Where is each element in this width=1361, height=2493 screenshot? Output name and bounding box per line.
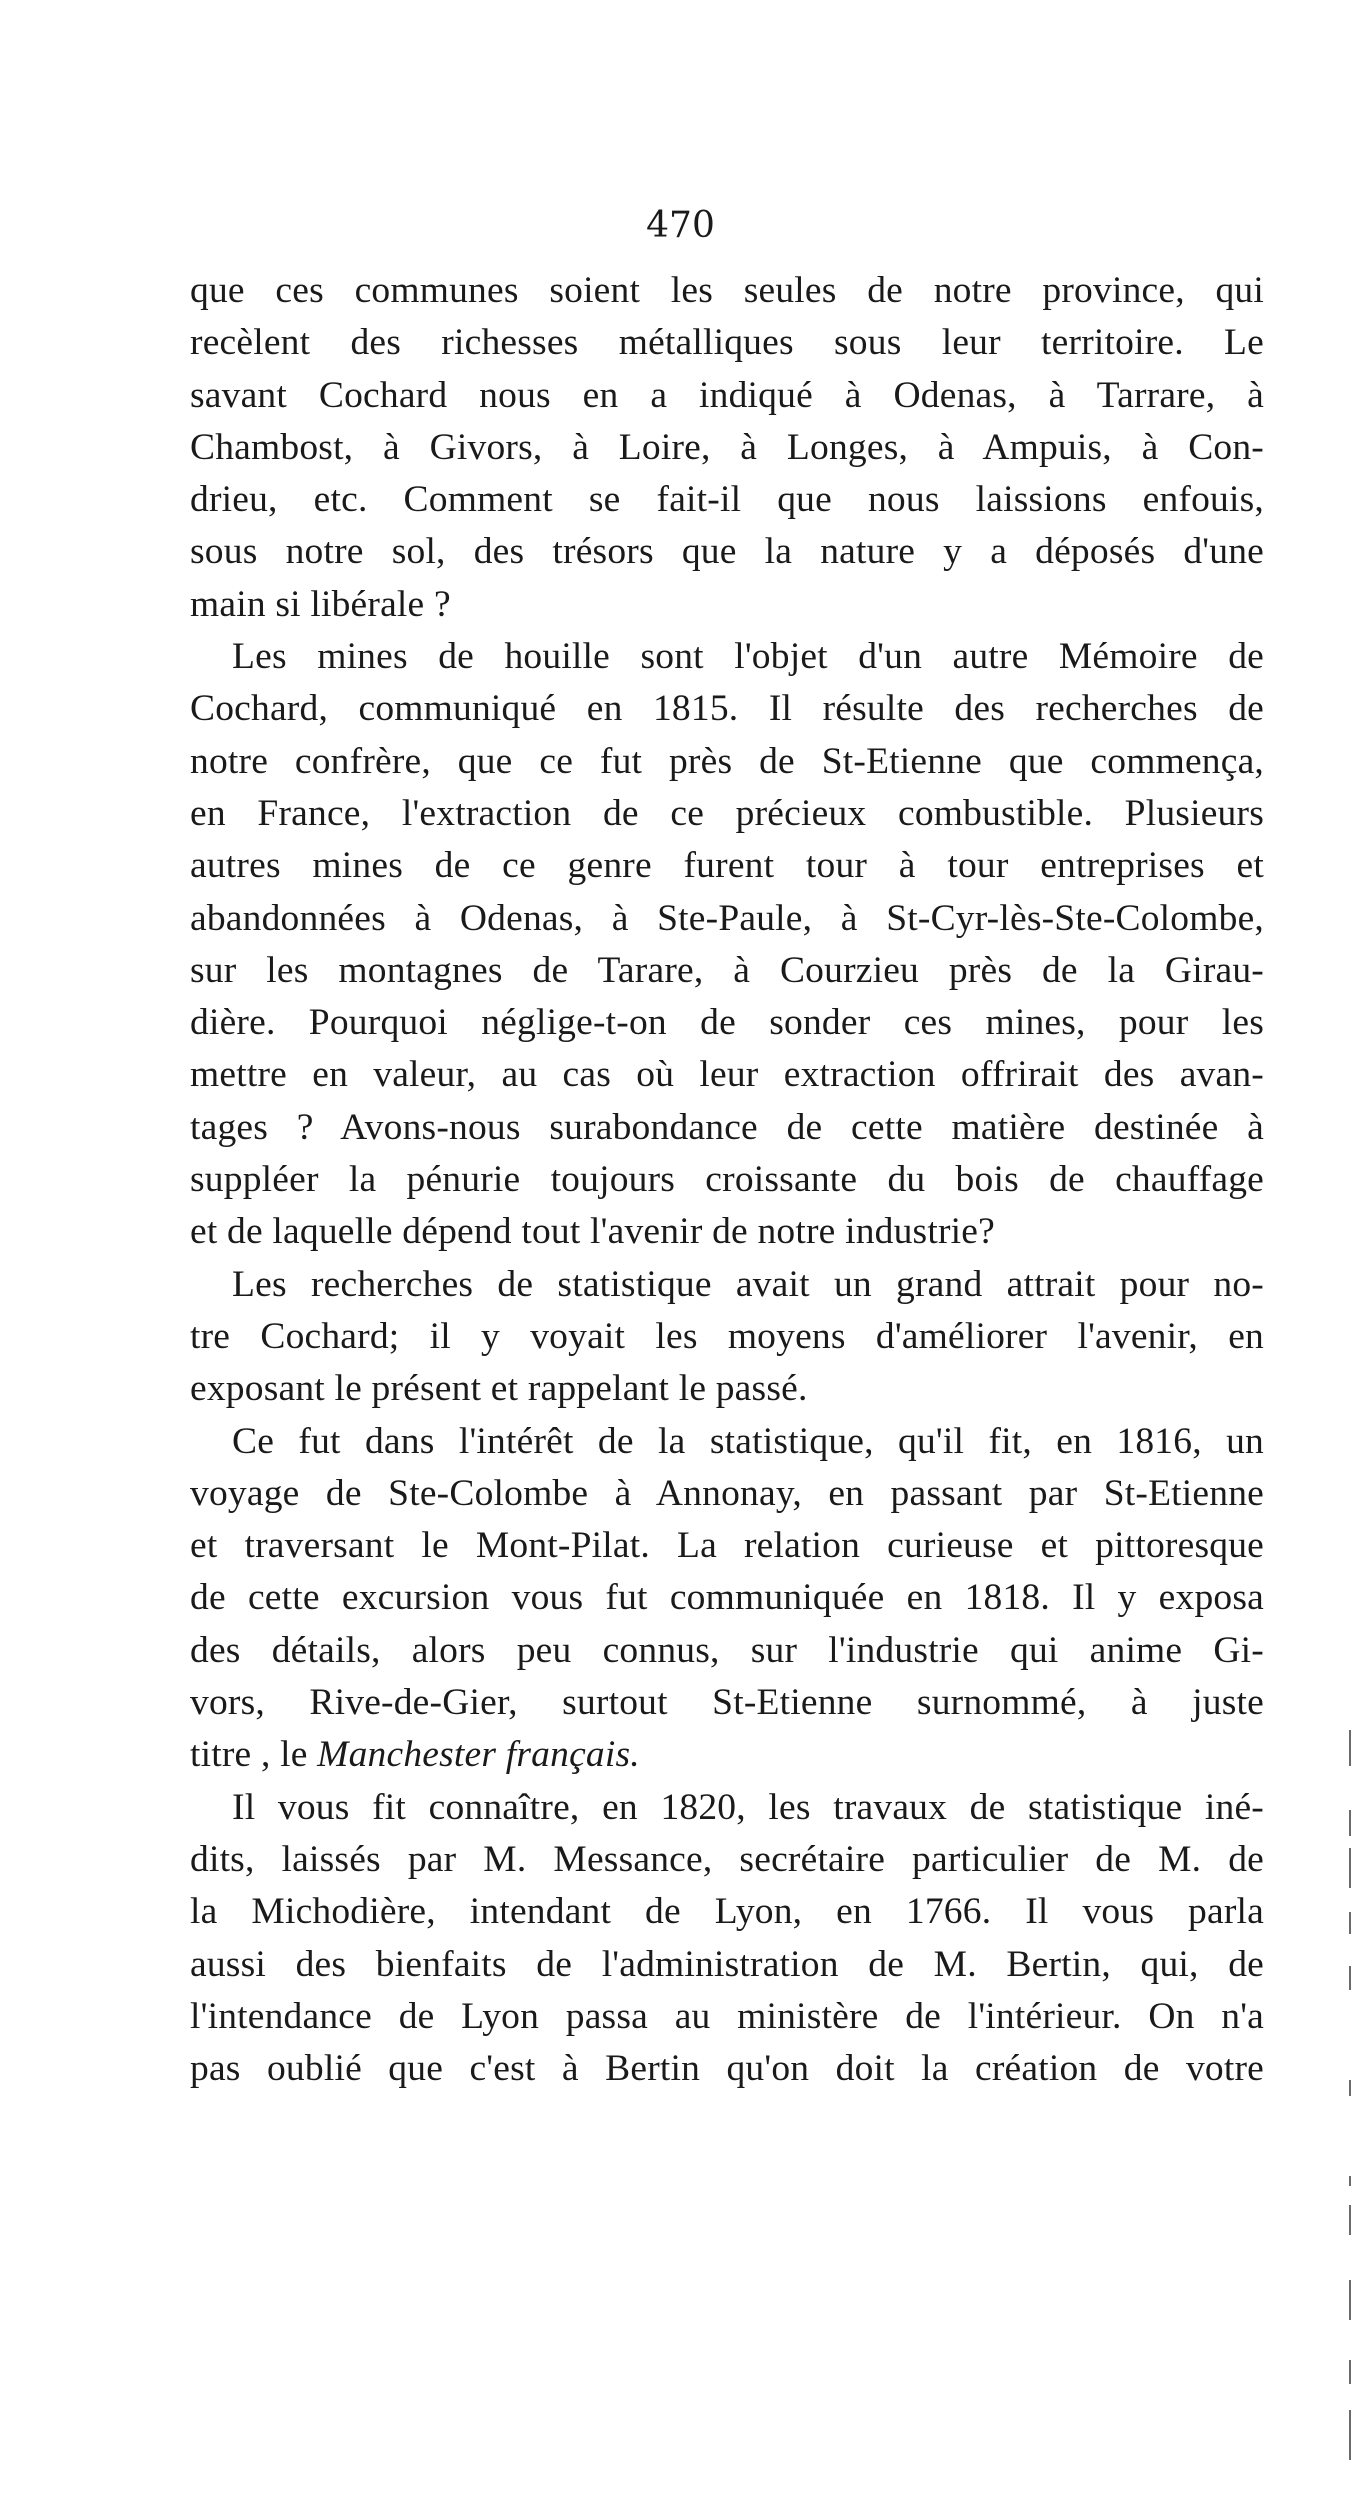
text-line: mettre en valeur, au cas où leur extraction offrirait des avan- [190,1054,1264,1096]
text-line: dière. Pourquoi néglige-t-on de sonder ces mines, pour les [190,1002,1264,1044]
text-line: en France, l'extraction de ce précieux combustible. Plusieurs [190,792,1264,834]
text-line: voyage de Ste-Colombe à Annonay, en passant par St-Etienne [190,1472,1264,1514]
text-line: et de laquelle dépend tout l'avenir de notre industrie? [190,1211,995,1253]
scan-margin-mark [1349,1848,1351,1888]
text-line: Les recherches de statistique avait un grand attrait pour no- [232,1263,1264,1305]
text-line: abandonnées à Odenas, à Ste-Paule, à St-Cyr-lès-Ste-Colombe, [190,897,1264,939]
text-line: sous notre sol, des trésors que la nature y a déposés d'une [190,531,1264,573]
text-line: des détails, alors peu connus, sur l'industrie qui anime Gi- [190,1629,1264,1671]
text-line: pas oublié que c'est à Bertin qu'on doit la création de votre [190,2048,1264,2090]
text-line: tages ? Avons-nous surabondance de cette matière destinée à [190,1106,1264,1148]
scan-margin-mark [1349,1912,1351,1934]
scan-margin-mark [1349,1810,1351,1836]
text-line: la Michodière, intendant de Lyon, en 1766. Il vous parla [190,1891,1264,1933]
text-line: drieu, etc. Comment se fait-il que nous laissions enfouis, [190,479,1264,521]
text-line: Ce fut dans l'intérêt de la statistique, qu'il fit, en 1816, un [232,1420,1264,1462]
text-line [190,1729,1264,1781]
text-line: suppléer la pénurie toujours croissante du bois de chauffage [190,1159,1264,1201]
text-line: de cette excursion vous fut communiquée en 1818. Il y exposa [190,1577,1264,1619]
text-line: main si libérale ? [190,583,451,625]
text-line: aussi des bienfaits de l'administration de M. Bertin, qui, de [190,1943,1264,1985]
scan-margin-mark [1349,2280,1351,2320]
text-fragment: titre , le [190,1734,308,1776]
text-line: exposant le présent et rappelant le passé. [190,1368,808,1410]
italic-title: Manchester français. [317,1734,640,1776]
scan-margin-mark [1349,2410,1351,2460]
text-line: sur les montagnes de Tarare, à Courzieu près de la Girau- [190,949,1264,991]
scan-margin-mark [1349,2176,1351,2186]
text-line: l'intendance de Lyon passa au ministère de l'intérieur. On n'a [190,1995,1264,2037]
scan-margin-mark [1349,1730,1351,1766]
text-line: notre confrère, que ce fut près de St-Etienne que commença, [190,740,1264,782]
text-line: recèlent des richesses métalliques sous leur territoire. Le [190,322,1264,364]
text-line: et traversant le Mont-Pilat. La relation curieuse et pittoresque [190,1525,1264,1567]
text-line: savant Cochard nous en a indiqué à Odenas, à Tarrare, à [190,374,1264,416]
scan-margin-mark [1349,2360,1351,2384]
scan-margin-mark [1349,2205,1351,2235]
text-line: Cochard, communiqué en 1815. Il résulte des recherches de [190,688,1264,730]
text-line: tre Cochard; il y voyait les moyens d'améliorer l'avenir, en [190,1315,1264,1357]
scan-margin-mark [1349,2080,1351,2096]
page-number: 470 [646,205,715,246]
body-text [190,265,1264,2095]
text-line: dits, laissés par M. Messance, secrétaire particulier de M. de [190,1838,1264,1880]
text-line: que ces communes soient les seules de notre province, qui [190,270,1264,311]
text-line: Les mines de houille sont l'objet d'un autre Mémoire de [232,636,1264,678]
text-line: Chambost, à Givors, à Loire, à Longes, à Ampuis, à Con- [190,426,1264,468]
scan-margin-mark [1349,1966,1351,1990]
text-line: autres mines de ce genre furent tour à tour entreprises et [190,845,1264,887]
text-line: Il vous fit connaître, en 1820, les travaux de statistique iné- [232,1786,1264,1828]
text-line: vors, Rive-de-Gier, surtout St-Etienne surnommé, à juste [190,1682,1264,1724]
